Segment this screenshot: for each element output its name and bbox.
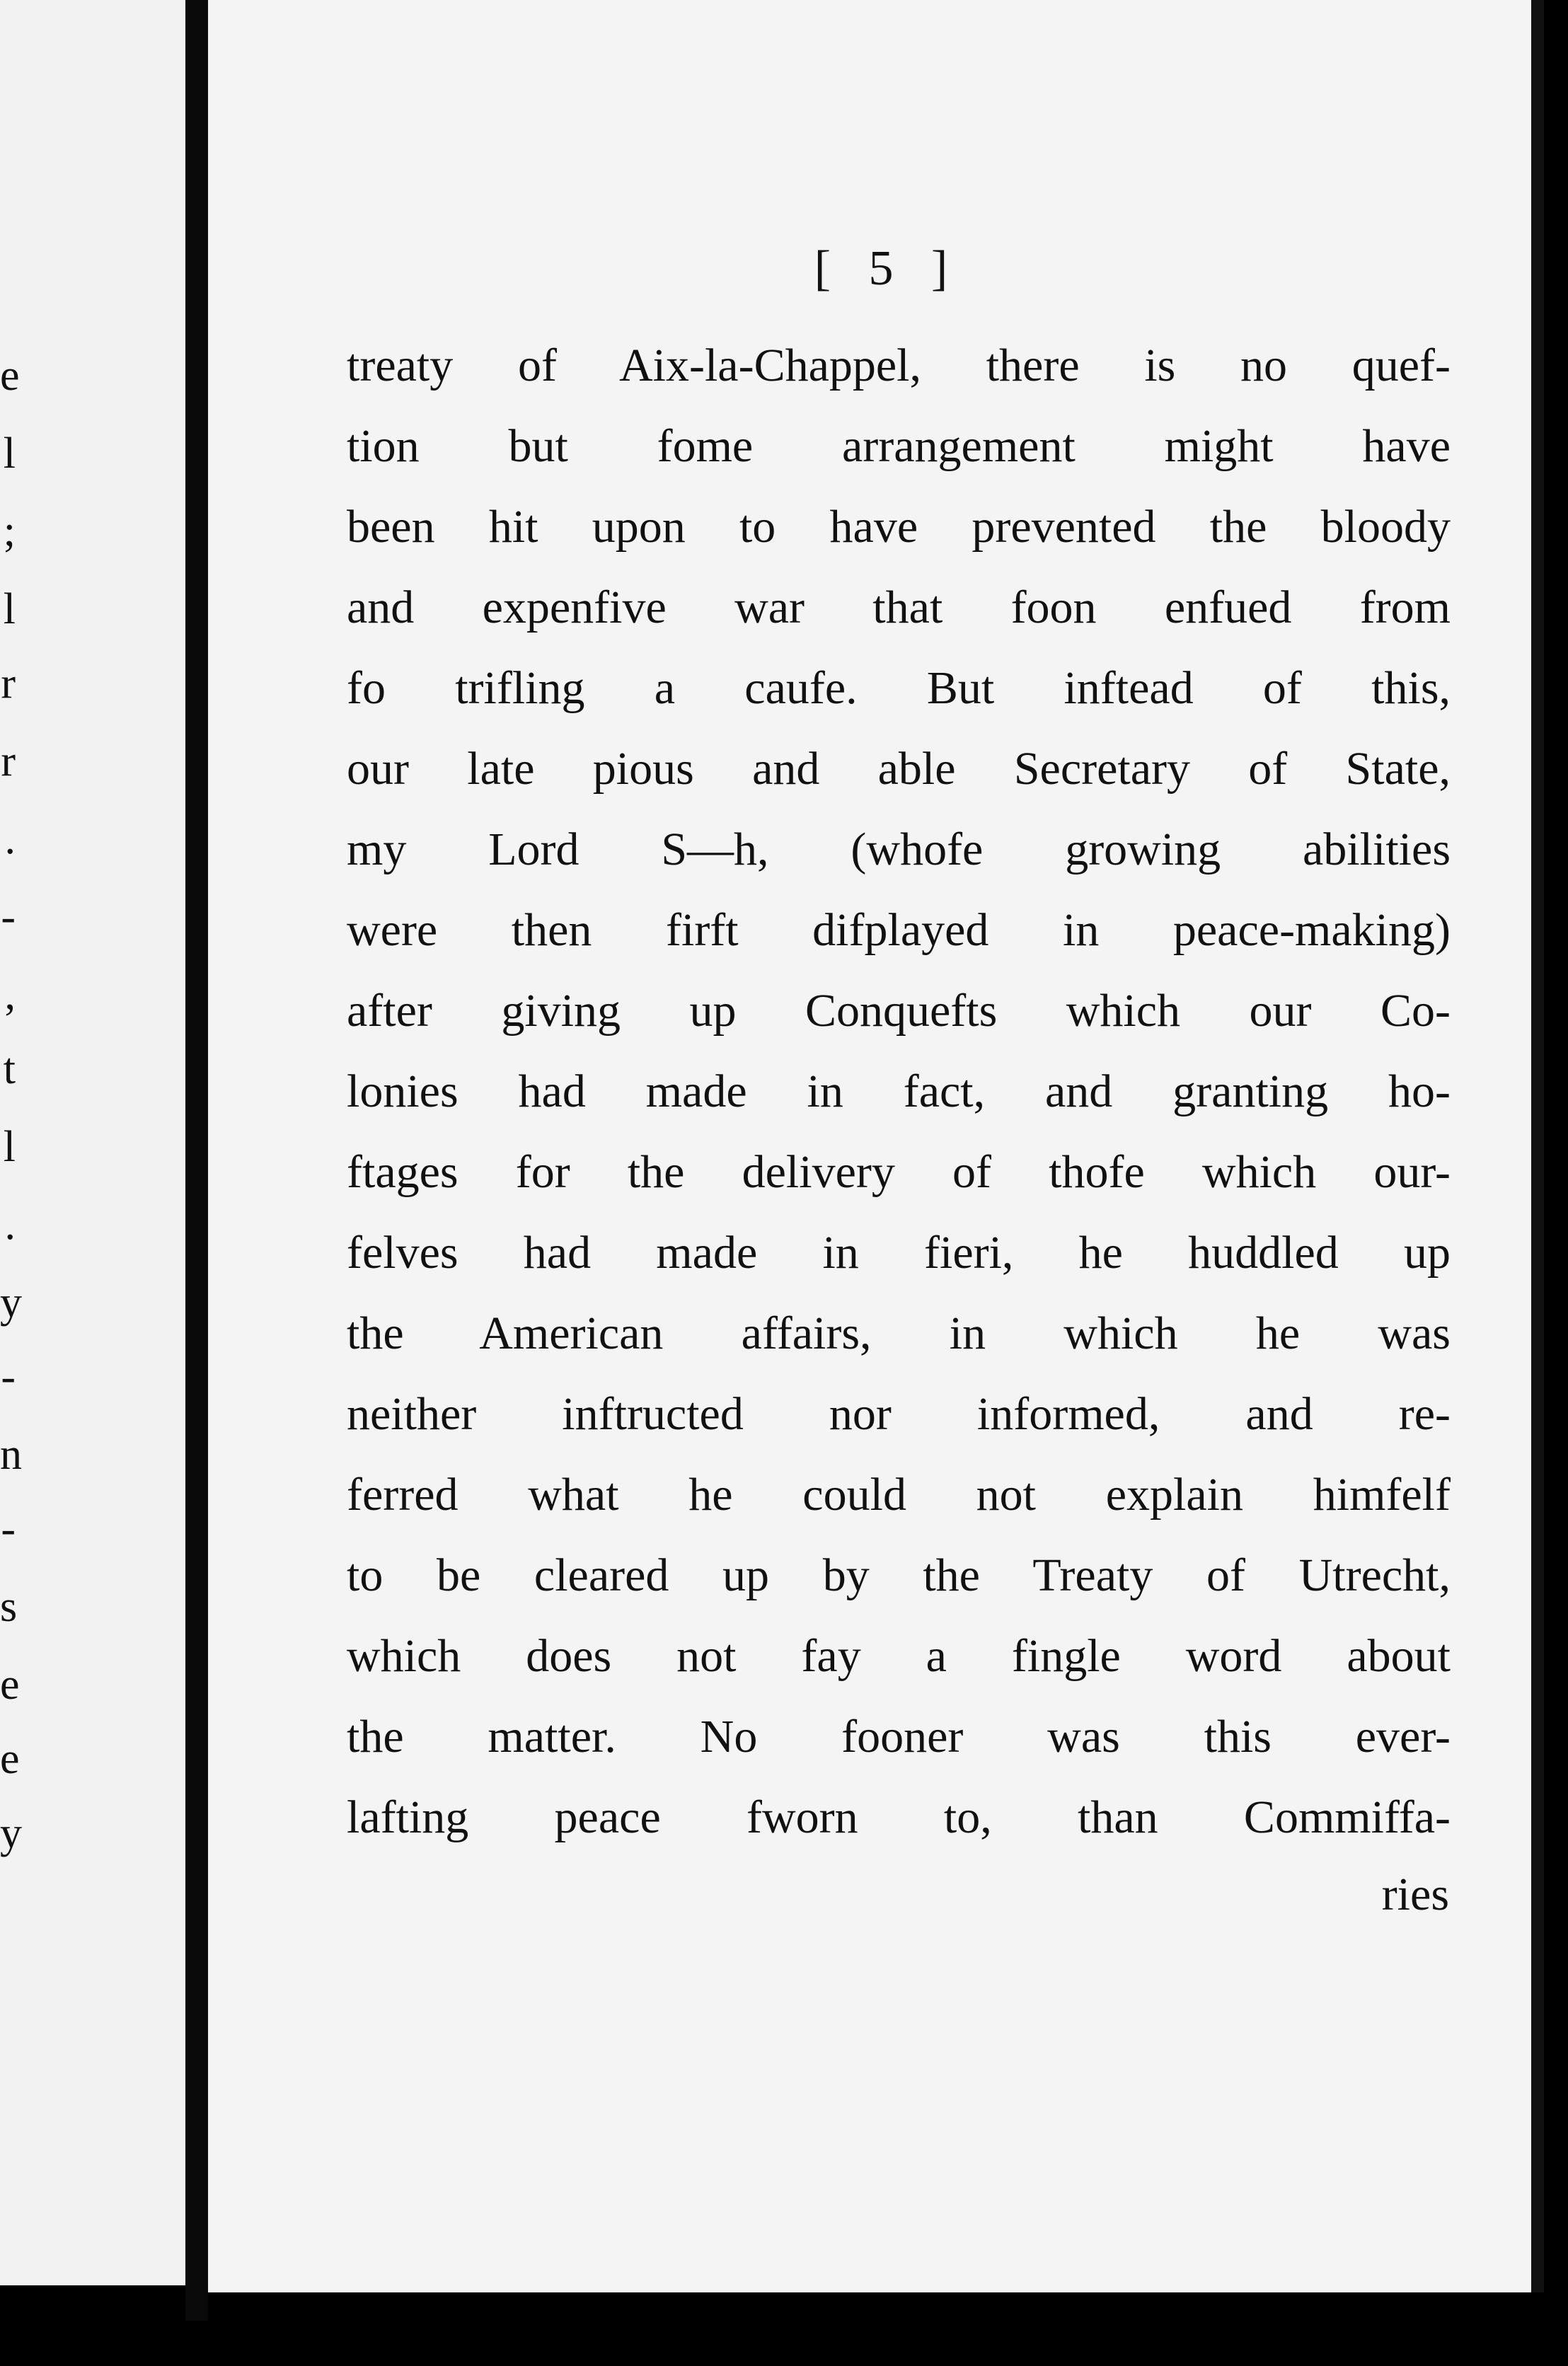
left-page-edge-char: y <box>0 1809 22 1857</box>
text-line: to be cleared up by the Treaty of Utrecht, <box>347 1550 1451 1601</box>
text-line: ftages for the delivery of thofe which our- <box>347 1146 1451 1198</box>
text-line: neither inftructed nor informed, and re- <box>347 1388 1451 1440</box>
body-text <box>347 325 1451 1858</box>
left-page-edge-char: e <box>0 1735 20 1783</box>
left-page-edge-char: e <box>0 352 20 400</box>
left-page-edge-char: , <box>4 971 16 1019</box>
left-page-edge <box>0 0 185 2285</box>
left-page-edge-char: t <box>3 1045 16 1093</box>
left-page-edge-char: . <box>4 815 16 863</box>
text-line: were then firft difplayed in peace-making) <box>347 904 1451 956</box>
text-line: ferred what he could not explain himfelf <box>347 1469 1451 1520</box>
text-line: felves had made in fieri, he huddled up <box>347 1227 1451 1279</box>
text-line: tion but fome arrangement might have <box>347 420 1451 472</box>
catchword: ries <box>1381 1869 1449 1920</box>
left-page-edge-char: e <box>0 1661 20 1709</box>
left-page-edge-char: - <box>1 893 16 941</box>
text-line: and expenfive war that foon enfued from <box>347 582 1451 633</box>
left-page-edge-char: l <box>3 585 16 633</box>
left-page-edge-char: s <box>0 1583 18 1631</box>
text-line: my Lord S—h, (whofe growing abilities <box>347 824 1451 875</box>
left-page-edge-char: - <box>1 1505 16 1553</box>
book-gutter <box>185 0 208 2321</box>
text-line: our late pious and able Secretary of State, <box>347 743 1451 795</box>
left-page-edge-char: y <box>0 1279 22 1327</box>
left-page-edge-char: - <box>1 1353 16 1401</box>
text-line: lonies had made in fact, and granting ho- <box>347 1066 1451 1117</box>
left-page-edge-char: . <box>4 1201 16 1249</box>
left-page-edge-char: n <box>0 1431 22 1479</box>
text-line: the American affairs, in which he was <box>347 1308 1451 1359</box>
text-line: been hit upon to have prevented the bloody <box>347 501 1451 553</box>
text-line: lafting peace fworn to, than Commiffa- <box>347 1791 1451 1843</box>
text-line: the matter. No fooner was this ever- <box>347 1711 1451 1762</box>
left-page-edge-char: l <box>3 429 16 478</box>
left-page-edge-char: ; <box>3 507 16 555</box>
left-page-edge-char: l <box>3 1123 16 1171</box>
text-line: after giving up Conquefts which our Co- <box>347 985 1451 1037</box>
left-page-edge-char: r <box>1 659 16 708</box>
text-line: fo trifling a caufe. But inftead of this, <box>347 662 1451 714</box>
text-line: which does not fay a fingle word about <box>347 1630 1451 1682</box>
right-page <box>208 0 1544 2292</box>
left-page-edge-char: r <box>1 737 16 785</box>
page-number: [ 5 ] <box>814 241 961 296</box>
text-line: treaty of Aix-la-Chappel, there is no quef- <box>347 340 1451 391</box>
